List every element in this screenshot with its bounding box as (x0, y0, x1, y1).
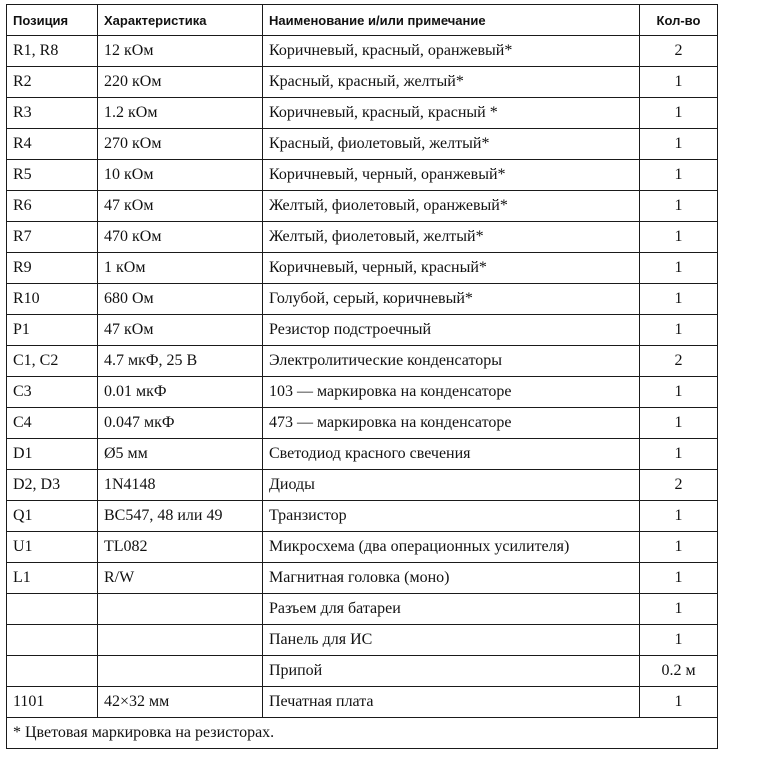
cell-qty: 0.2 м (640, 656, 718, 687)
cell-characteristic: 10 кОм (98, 160, 263, 191)
cell-characteristic: TL082 (98, 532, 263, 563)
cell-qty: 1 (640, 160, 718, 191)
table-row (7, 129, 718, 160)
table-row (7, 439, 718, 470)
cell-name: Печатная плата (263, 687, 640, 718)
cell-name: Панель для ИС (263, 625, 640, 656)
cell-position: R9 (7, 253, 98, 284)
cell-qty: 1 (640, 687, 718, 718)
cell-characteristic: 0.047 мкФ (98, 408, 263, 439)
cell-position: C4 (7, 408, 98, 439)
cell-qty: 1 (640, 222, 718, 253)
cell-characteristic: 47 кОм (98, 191, 263, 222)
cell-characteristic: 470 кОм (98, 222, 263, 253)
cell-position (7, 594, 98, 625)
cell-qty: 1 (640, 563, 718, 594)
cell-qty: 2 (640, 470, 718, 501)
header-qty: Кол-во (640, 5, 718, 36)
cell-position: R4 (7, 129, 98, 160)
cell-name: Красный, красный, желтый* (263, 67, 640, 98)
cell-qty: 1 (640, 625, 718, 656)
cell-name: 103 — маркировка на конденсаторе (263, 377, 640, 408)
cell-name: 473 — маркировка на конденсаторе (263, 408, 640, 439)
cell-name: Микросхема (два операционных усилителя) (263, 532, 640, 563)
cell-qty: 1 (640, 191, 718, 222)
header-position: Позиция (7, 5, 98, 36)
cell-qty: 1 (640, 594, 718, 625)
cell-name: Светодиод красного свечения (263, 439, 640, 470)
table-row (7, 594, 718, 625)
cell-position: P1 (7, 315, 98, 346)
cell-name: Коричневый, красный, оранжевый* (263, 36, 640, 67)
cell-name: Транзистор (263, 501, 640, 532)
table-row (7, 36, 718, 67)
table-row (7, 253, 718, 284)
cell-position: R5 (7, 160, 98, 191)
cell-position: R10 (7, 284, 98, 315)
cell-name: Припой (263, 656, 640, 687)
cell-qty: 1 (640, 315, 718, 346)
cell-characteristic: 12 кОм (98, 36, 263, 67)
cell-qty: 1 (640, 501, 718, 532)
cell-qty: 2 (640, 346, 718, 377)
cell-characteristic (98, 625, 263, 656)
cell-characteristic: 42×32 мм (98, 687, 263, 718)
cell-qty: 1 (640, 532, 718, 563)
table-body (7, 36, 718, 749)
parts-list-document (6, 4, 717, 749)
header-name: Наименование и/или примечание (263, 5, 640, 36)
cell-position: R2 (7, 67, 98, 98)
cell-qty: 1 (640, 98, 718, 129)
cell-characteristic: 4.7 мкФ, 25 В (98, 346, 263, 377)
table-row (7, 501, 718, 532)
table-row (7, 160, 718, 191)
table-row (7, 315, 718, 346)
cell-position: R1, R8 (7, 36, 98, 67)
table-row (7, 625, 718, 656)
cell-qty: 1 (640, 377, 718, 408)
cell-position: U1 (7, 532, 98, 563)
table-row (7, 346, 718, 377)
cell-characteristic: 680 Ом (98, 284, 263, 315)
footnote: * Цветовая маркировка на резисторах. (7, 718, 718, 749)
table-row (7, 687, 718, 718)
cell-characteristic: 1 кОм (98, 253, 263, 284)
cell-characteristic: Ø5 мм (98, 439, 263, 470)
cell-characteristic: 270 кОм (98, 129, 263, 160)
table-row (7, 284, 718, 315)
cell-position: D1 (7, 439, 98, 470)
cell-qty: 1 (640, 439, 718, 470)
cell-qty: 2 (640, 36, 718, 67)
cell-name: Коричневый, черный, оранжевый* (263, 160, 640, 191)
cell-characteristic: 1.2 кОм (98, 98, 263, 129)
cell-qty: 1 (640, 284, 718, 315)
cell-characteristic: BC547, 48 или 49 (98, 501, 263, 532)
table-row (7, 67, 718, 98)
cell-characteristic: 47 кОм (98, 315, 263, 346)
cell-name: Электролитические конденсаторы (263, 346, 640, 377)
table-row (7, 408, 718, 439)
header-characteristic: Характеристика (98, 5, 263, 36)
table-row (7, 532, 718, 563)
cell-position: R7 (7, 222, 98, 253)
cell-characteristic: R/W (98, 563, 263, 594)
cell-name: Диоды (263, 470, 640, 501)
cell-position: R3 (7, 98, 98, 129)
cell-position: 1101 (7, 687, 98, 718)
cell-characteristic: 1N4148 (98, 470, 263, 501)
cell-position: C1, C2 (7, 346, 98, 377)
cell-position (7, 625, 98, 656)
cell-name: Голубой, серый, коричневый* (263, 284, 640, 315)
cell-characteristic (98, 594, 263, 625)
cell-characteristic: 220 кОм (98, 67, 263, 98)
cell-position: L1 (7, 563, 98, 594)
cell-name: Резистор подстроечный (263, 315, 640, 346)
table-row (7, 563, 718, 594)
table-row (7, 470, 718, 501)
cell-position: R6 (7, 191, 98, 222)
cell-qty: 1 (640, 408, 718, 439)
cell-name: Коричневый, черный, красный* (263, 253, 640, 284)
footnote-row (7, 718, 718, 749)
header-row (7, 5, 718, 36)
cell-name: Магнитная головка (моно) (263, 563, 640, 594)
cell-name: Коричневый, красный, красный * (263, 98, 640, 129)
table-row (7, 656, 718, 687)
table-row (7, 377, 718, 408)
cell-name: Красный, фиолетовый, желтый* (263, 129, 640, 160)
cell-qty: 1 (640, 67, 718, 98)
cell-characteristic: 0.01 мкФ (98, 377, 263, 408)
table-row (7, 222, 718, 253)
cell-qty: 1 (640, 129, 718, 160)
cell-name: Желтый, фиолетовый, оранжевый* (263, 191, 640, 222)
table-row (7, 98, 718, 129)
cell-position: D2, D3 (7, 470, 98, 501)
cell-qty: 1 (640, 253, 718, 284)
cell-name: Желтый, фиолетовый, желтый* (263, 222, 640, 253)
table-row (7, 191, 718, 222)
parts-table (6, 4, 718, 749)
cell-name: Разъем для батареи (263, 594, 640, 625)
cell-position: C3 (7, 377, 98, 408)
cell-characteristic (98, 656, 263, 687)
cell-position: Q1 (7, 501, 98, 532)
cell-position (7, 656, 98, 687)
